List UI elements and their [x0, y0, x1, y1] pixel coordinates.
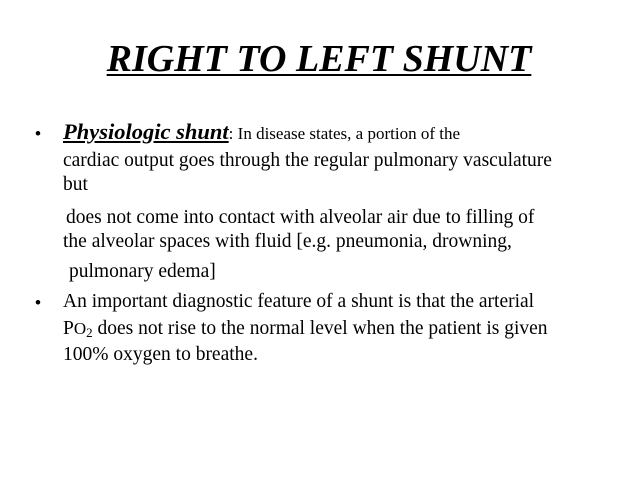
slide-title: RIGHT TO LEFT SHUNT	[106, 38, 532, 80]
physiologic-shunt-term: Physiologic shunt	[63, 119, 229, 144]
bullet-1-line-3: but	[63, 174, 88, 195]
bullet-marker-2: •	[35, 293, 41, 312]
bullet-1-line-4: does not come into contact with alveolar air due to filling of	[66, 207, 535, 228]
po2-o: O	[73, 319, 87, 338]
bullet-1-line-6: pulmonary edema]	[69, 261, 216, 282]
bullet-1-line-5: the alveolar spaces with fluid [e.g. pneumonia, drowning,	[63, 231, 512, 252]
bullet-2-line-2-text: does not rise to the normal level when the patient is given	[92, 318, 548, 339]
po2-p: P	[63, 318, 74, 339]
term-colon: :	[228, 124, 238, 143]
po2-subscript: 2	[86, 325, 93, 340]
bullet-1-line-1	[63, 120, 460, 145]
bullet-1-intro: In disease states, a portion of the	[237, 124, 461, 143]
bullet-2-line-2	[63, 317, 548, 340]
bullet-marker-1: •	[35, 124, 41, 143]
bullet-1-line-2: cardiac output goes through the regular pulmonary vasculature	[63, 150, 552, 171]
bullet-2-line-3: 100% oxygen to breathe.	[63, 344, 258, 365]
bullet-2-line-1: An important diagnostic feature of a shunt is that the arterial	[63, 291, 535, 312]
